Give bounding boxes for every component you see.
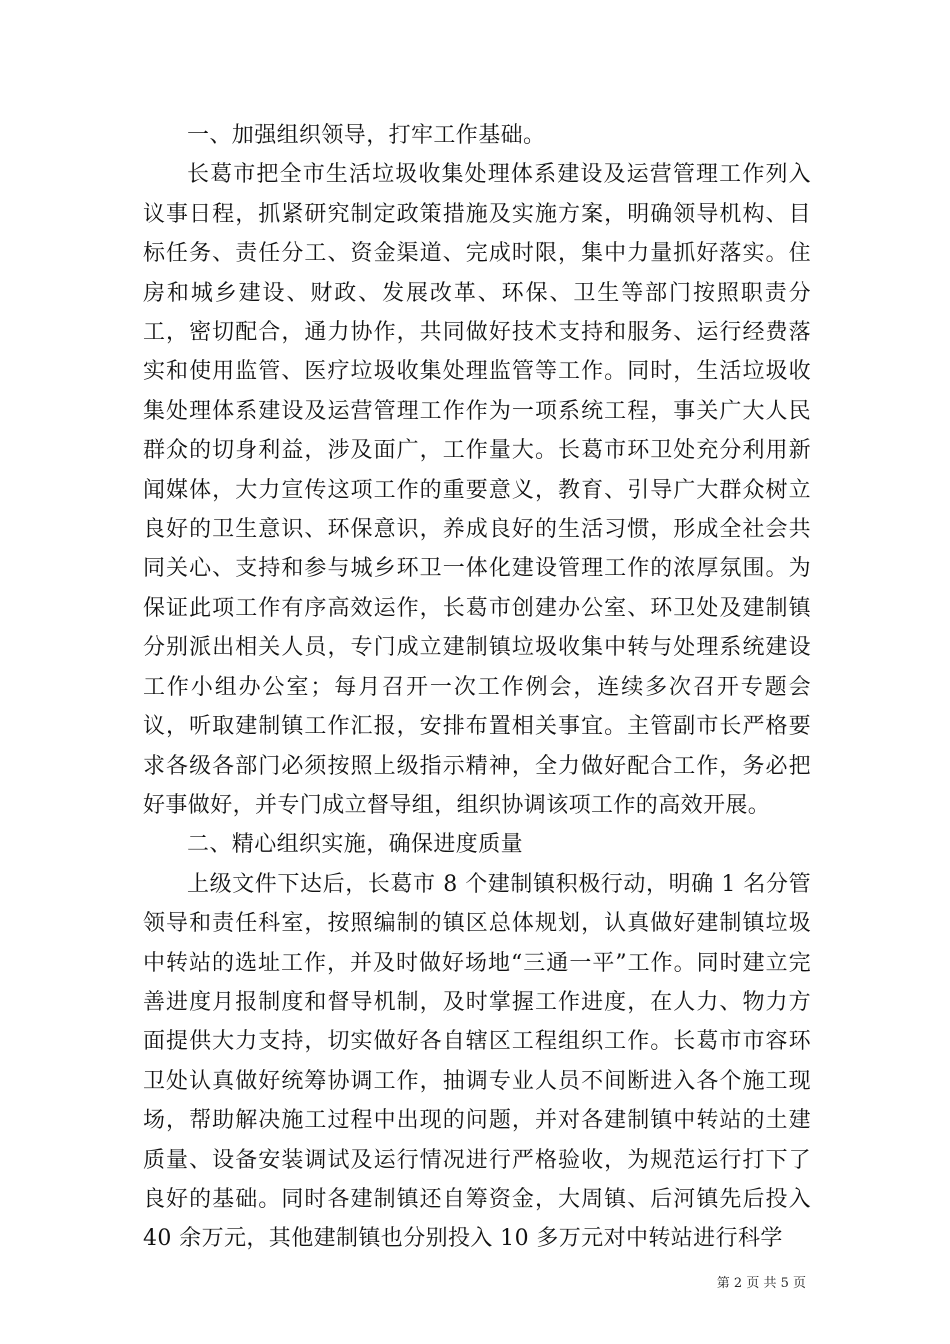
section-2-paragraph: 上级文件下达后，长葛市 8 个建制镇积极行动，明确 1 名分管领导和责任科室，按照编制的镇区总体规划，认真做好建制镇垃圾中转站的选址工作，并及时做好场地“三通一平”工作。同时建立完善进度月报制度和督导机制，及时掌握工作进度，在人力、物力方面提供大力支持，切实做好各自辖区工程组织工作。长葛市市容环卫处认真做好统筹协调工作，抽调专业人员不间断进入各个施工现场，帮助解决施工过程中出现的问题，并对各建制镇中转站的土建质量、设备安装调试及运行情况进行严格验收，为规范运行打下了良好的基础。同时各建制镇还自筹资金，大周镇、后河镇先后投入 40 余万元，其他建制镇也分别投入 10 多万元对中转站进行科学 <box>143 871 811 1252</box>
section-1-heading: 一、加强组织领导，打牢工作基础。 <box>187 123 546 148</box>
section-1-paragraph: 长葛市把全市生活垃圾收集处理体系建设及运营管理工作列入议事日程，抓紧研究制定政策措施及实施方案，明确领导机构、目标任务、责任分工、资金渠道、完成时限，集中力量抓好落实。住房和城乡建设、财政、发展改革、环保、卫生等部门按照职责分工，密切配合，通力协作，共同做好技术支持和服务、运行经费落实和使用监管、医疗垃圾收集处理监管等工作。同时，生活垃圾收集处理体系建设及运营管理工作作为一项系统工程，事关广大人民群众的切身利益，涉及面广，工作量大。长葛市环卫处充分利用新闻媒体，大力宣传这项工作的重要意义，教育、引导广大群众树立良好的卫生意识、环保意识，养成良好的生活习惯，形成全社会共同关心、支持和参与城乡环卫一体化建设管理工作的浓厚氛围。为保证此项工作有序高效运作，长葛市创建办公室、环卫处及建制镇分别派出相关人员，专门成立建制镇垃圾收集中转与处理系统建设工作小组办公室；每月召开一次工作例会，连续多次召开专题会议，听取建制镇工作汇报，安排布置相关事宜。主管副市长严格要求各级各部门必须按照上级指示精神，全力做好配合工作，务必把好事做好，并专门成立督导组，组织协调该项工作的高效开展。 <box>143 162 811 818</box>
page-number-footer: 第 2 页 共 5 页 <box>716 1276 806 1291</box>
section-2-heading: 二、精心组织实施，确保进度质量 <box>187 832 524 858</box>
document-body <box>143 116 811 1259</box>
